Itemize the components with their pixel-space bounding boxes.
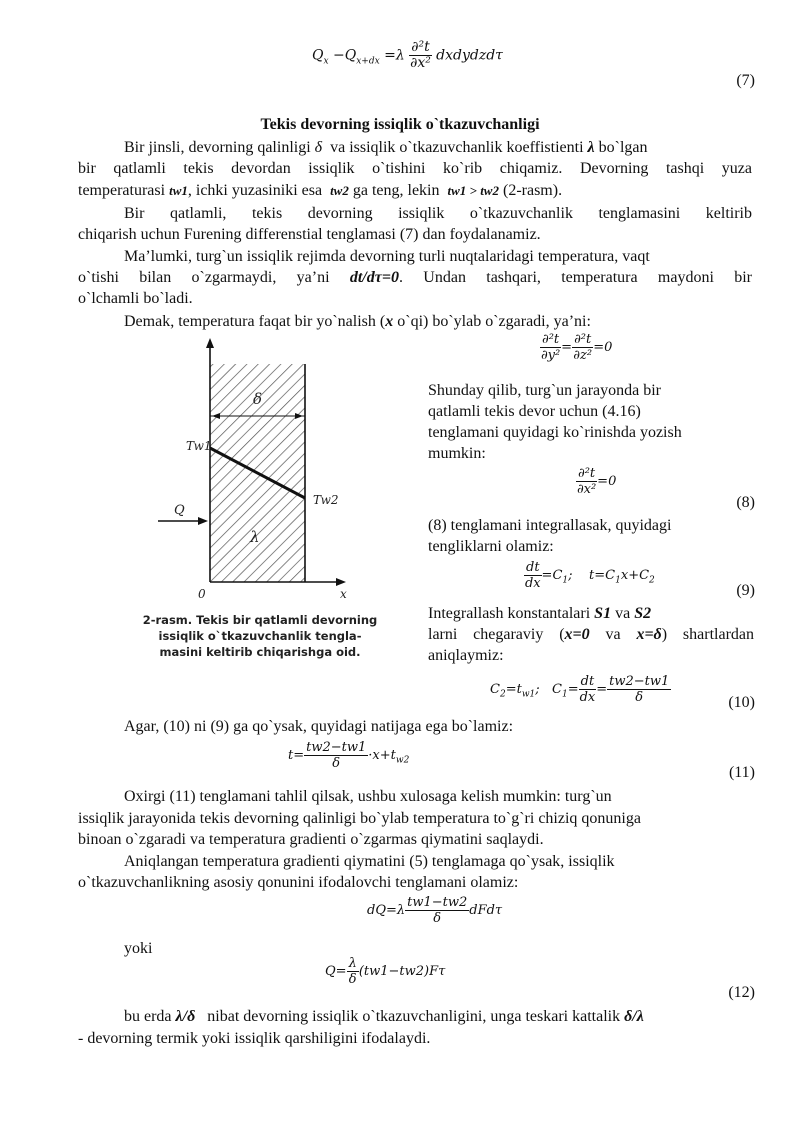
paragraph-1-line-2: bir qatlamli tekis devordan issiqlik o`tishini ko`rib chiqamiz. Devorning tashqi yuza [78,160,752,177]
paragraph-7-line-2: o`tkazuvchanlikning asosiy qonunini ifodalovchi tenglamani olamiz: [78,874,519,891]
yoki-word: yoki [124,940,153,957]
paragraph-8-line-1: bu erda λ/δ nibat devorning issiqlik o`tkazuvchanligini, unga teskari kattalik δ/λ [124,1008,644,1025]
x-axis-arrow [336,578,346,586]
x-axis-label: x [340,587,347,601]
paragraph-6-line-2: issiqlik jarayonida tekis devorning qalinligi bo`ylab temperatura to`g`ri chiziq qonuniga [78,810,641,827]
equation-11: t= $\frac{tw2-tw1}{\delta}$ $\cdot x+t_{w2}$ [288,740,410,771]
paragraph-6-line-1: Oxirgi (11) tenglamani tahlil qilsak, ushbu xulosaga kelish mumkin: turg`un [124,788,612,805]
equation-number-11: (11) [728,764,755,781]
equation-10: $C_2=t_{w1}$; $C_1=$ $\frac{dt}{dx}$ = $\frac{tw2-tw1}{\delta}$ [490,674,670,705]
right-column-text-3: Integrallash konstantalari S1 va S2 larni chegaraviy (x=0 va x=δ) shartlardan aniqlaymiz: [428,605,754,664]
section-heading: Tekis devorning issiqlik o`tkazuvchanligi [260,116,540,133]
paragraph-4: Demak, temperatura faqat bir yo`nalish (x o`qi) bo`ylab o`zgaradi, ya’ni: [124,313,591,330]
paragraph-1-line-1: Bir jinsli, devorning qalinligi δ va issiqlik o`tkazuvchanlik koeffistienti λ bo`lgan [124,139,648,156]
equation-number-7: (7) [736,72,755,89]
paragraph-2-line-2: chiqarish uchun Furening differenstial tenglamasi (7) dan foydalanamiz. [78,226,541,243]
equation-yz: $\frac{\text{∂²t}}{\text{∂y²}}$ = $\frac{\text{∂²t}}{\text{∂z²}}$ =0 [540,332,613,363]
tw1-label: Tw1 [186,439,212,453]
equation-9: $\frac{dt}{dx}$ $=C_1$; $t=C_1x+C_2$ [524,560,655,591]
equation-number-10: (10) [728,694,755,711]
equation-12: Q= $\frac{\lambda}{\delta}$ (tw1−tw2)Fτ [325,956,446,987]
delta-label: δ [253,390,263,408]
equation-number-8: (8) [736,494,755,511]
equation-7: $Q_x -Q_{x+dx} =\lambda$ $\frac{\text{∂²t}}{\text{∂x²}}$ dxdydzdτ [312,39,503,71]
origin-label: 0 [198,587,206,601]
paragraph-7-line-1: Aniqlangan temperatura gradienti qiymatini (5) tenglamaga qo`ysak, issiqlik [124,853,615,870]
figure-caption: 2-rasm. Tekis bir qatlamli devorning issiqlik o`tkazuvchanlik tengla- masini keltirib chiqarishga oid. [142,613,378,659]
equation-dq: dQ=λ $\frac{tw1-tw2}{\delta}$ dFdτ [367,895,503,926]
paragraph-3-line-1: Ma’lumki, turg`un issiqlik rejimda devorning turli nuqtalaridagi temperatura, vaqt [124,248,650,265]
paragraph-6-line-3: binoan o`zgaradi va temperatura gradienti o`zgarmas qiymatini saqlaydi. [78,831,544,848]
right-column-text-2: (8) tenglamani integrallasak, quyidagi tengliklarni olamiz: [428,517,672,555]
paragraph-3-line-3: o`lchamli bo`ladi. [78,290,193,307]
equation-8: $\frac{\text{∂²t}}{\text{∂x²}}$ =0 [576,466,617,497]
lambda-label: λ [250,528,260,546]
paragraph-8-line-2: - devorning termik yoki issiqlik qarshiligini ifodalaydi. [78,1030,431,1047]
equation-number-9: (9) [736,582,755,599]
paragraph-3-line-2: o`tishi bilan o`zgarmaydi, ya’ni dt/dτ=0. Undan tashqari, temperatura maydoni bir [78,269,752,286]
wall-diagram [150,336,400,606]
paragraph-5: Agar, (10) ni (9) ga qo`ysak, quyidagi natijaga ega bo`lamiz: [124,718,514,735]
paragraph-1-line-3: temperaturasi tw1, ichki yuzasiniki esa tw2 ga teng, lekin tw1 > tw2 (2-rasm). [78,182,563,199]
figure-2 [150,336,400,606]
equation-number-12: (12) [728,984,755,1001]
y-axis-arrow [206,338,214,348]
right-column-text-1: Shunday qilib, turg`un jarayonda bir qatlamli tekis devor uchun (4.16) tenglamani quyidagi ko`rinishda yozish mumkin: [428,382,682,462]
q-label: Q [174,503,185,518]
paragraph-2-line-1: Bir qatlamli, tekis devorning issiqlik o`tkazuvchanlik tenglamasini keltirib [124,205,752,222]
tw2-label: Tw2 [313,493,339,507]
